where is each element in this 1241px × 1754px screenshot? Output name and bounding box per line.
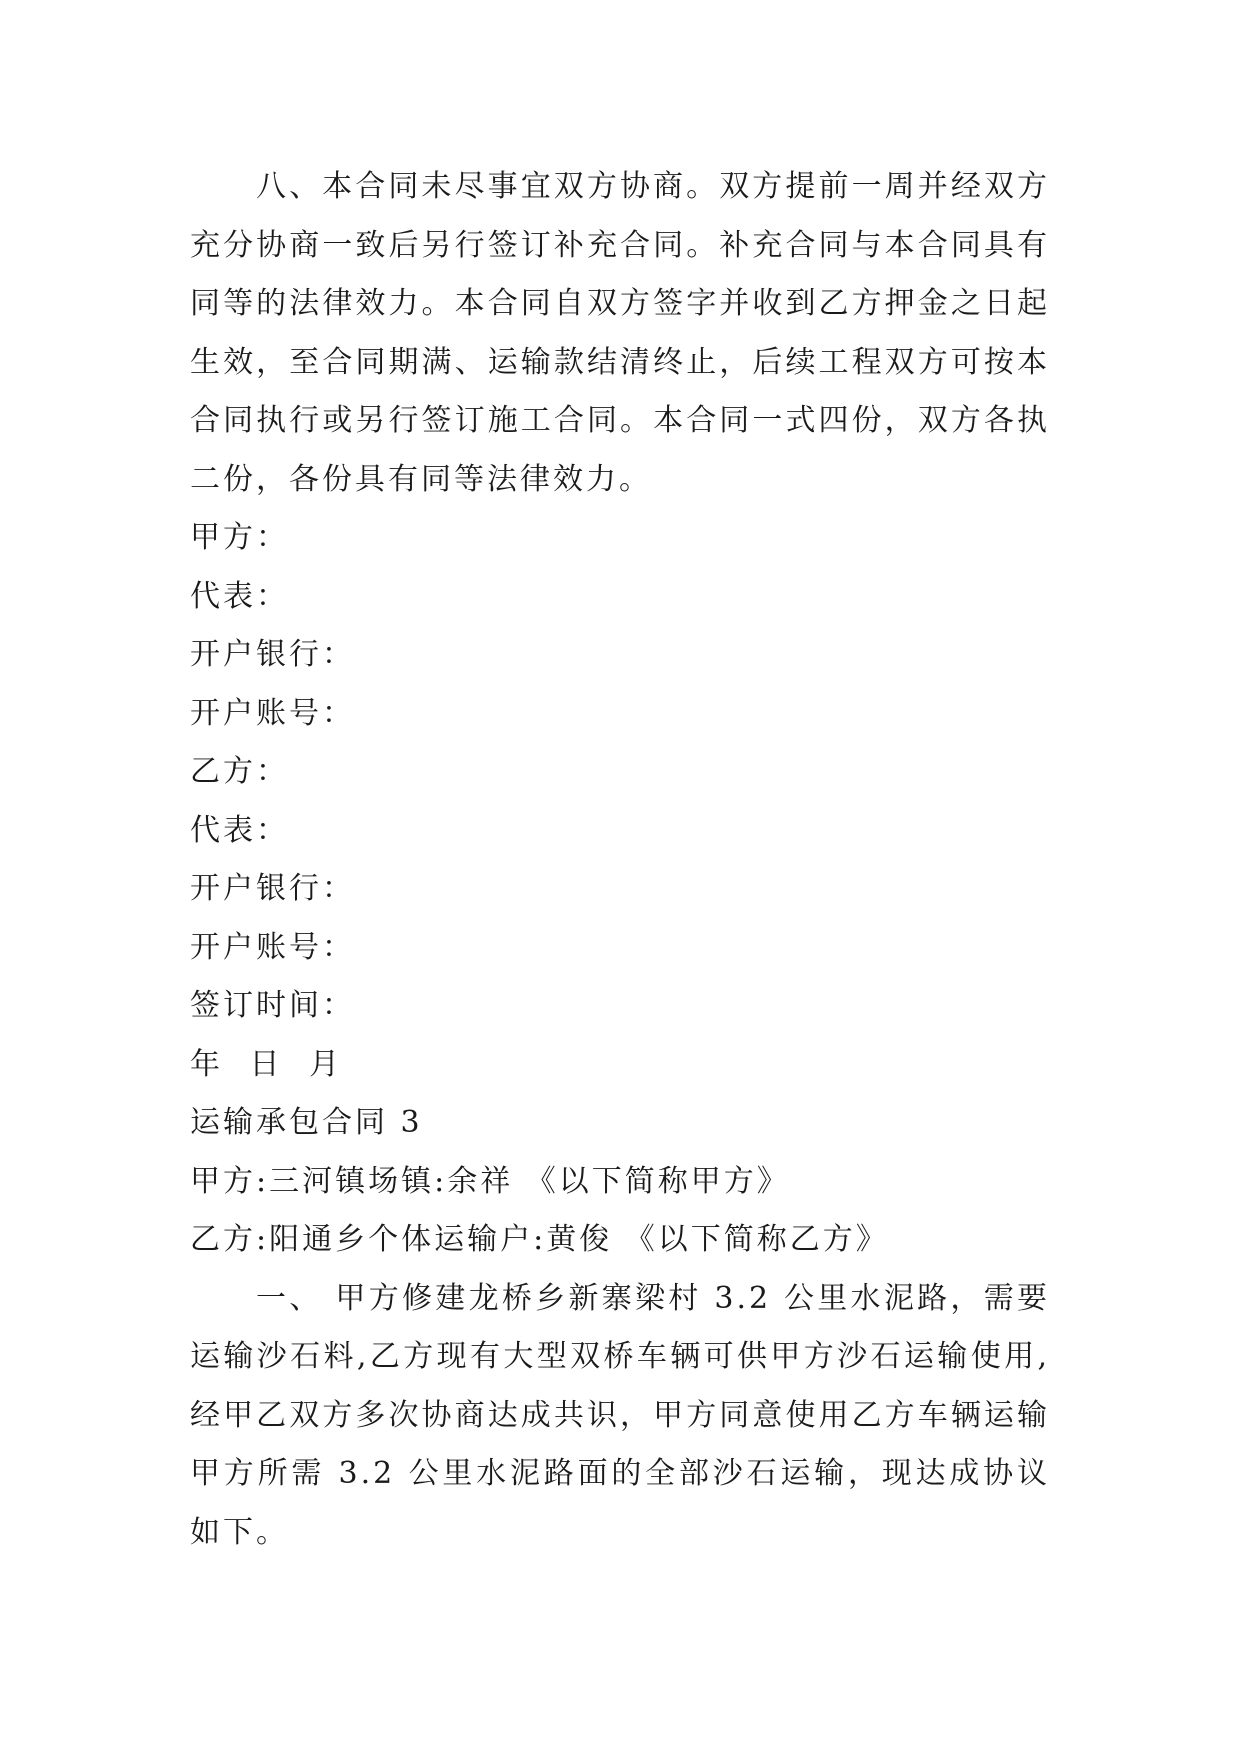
party-a-label: 甲方： <box>190 520 289 555</box>
party-b-label: 乙方： <box>190 754 289 789</box>
signing-date-line: 年 日 月 <box>190 1046 343 1082</box>
document-body <box>190 158 1050 1562</box>
contract-3-title: 运输承包合同 3 <box>190 1105 423 1140</box>
contract-3-party-b: 乙方:阳通乡个体运输户:黄俊 《以下简称乙方》 <box>190 1222 889 1257</box>
party-a-bank-label: 开户银行： <box>190 637 355 672</box>
party-b-bank-label: 开户银行： <box>190 871 355 906</box>
signing-time-label: 签订时间： <box>190 988 355 1023</box>
party-b-account-label: 开户账号： <box>190 929 355 965</box>
party-a-account-label: 开户账号： <box>190 695 355 731</box>
contract-3-clause-one: 一、 甲方修建龙桥乡新寨梁村 3.2 公里水泥路，需要运输沙石料,乙方现有大型双桥车辆可供甲方沙石运输使用,经甲乙双方多次协商达成共识，甲方同意使用乙方车辆运输甲方所需 3.2 公里水泥路面的全部沙石运输，现达成协议如下。 <box>190 1280 1050 1550</box>
clause-eight-paragraph: 八、本合同未尽事宜双方协商。双方提前一周并经双方充分协商一致后另行签订补充合同。补充合同与本合同具有同等的法律效力。本合同自双方签字并收到乙方押金之日起生效，至合同期满、运输款结清终止，后续工程双方可按本合同执行或另行签订施工合同。本合同一式四份，双方各执二份，各份具有同等法律效力。 <box>190 169 1050 497</box>
party-a-representative-label: 代表： <box>190 578 289 614</box>
contract-3-party-a: 甲方:三河镇场镇:余祥 《以下简称甲方》 <box>190 1163 790 1199</box>
party-b-representative-label: 代表： <box>190 812 289 848</box>
